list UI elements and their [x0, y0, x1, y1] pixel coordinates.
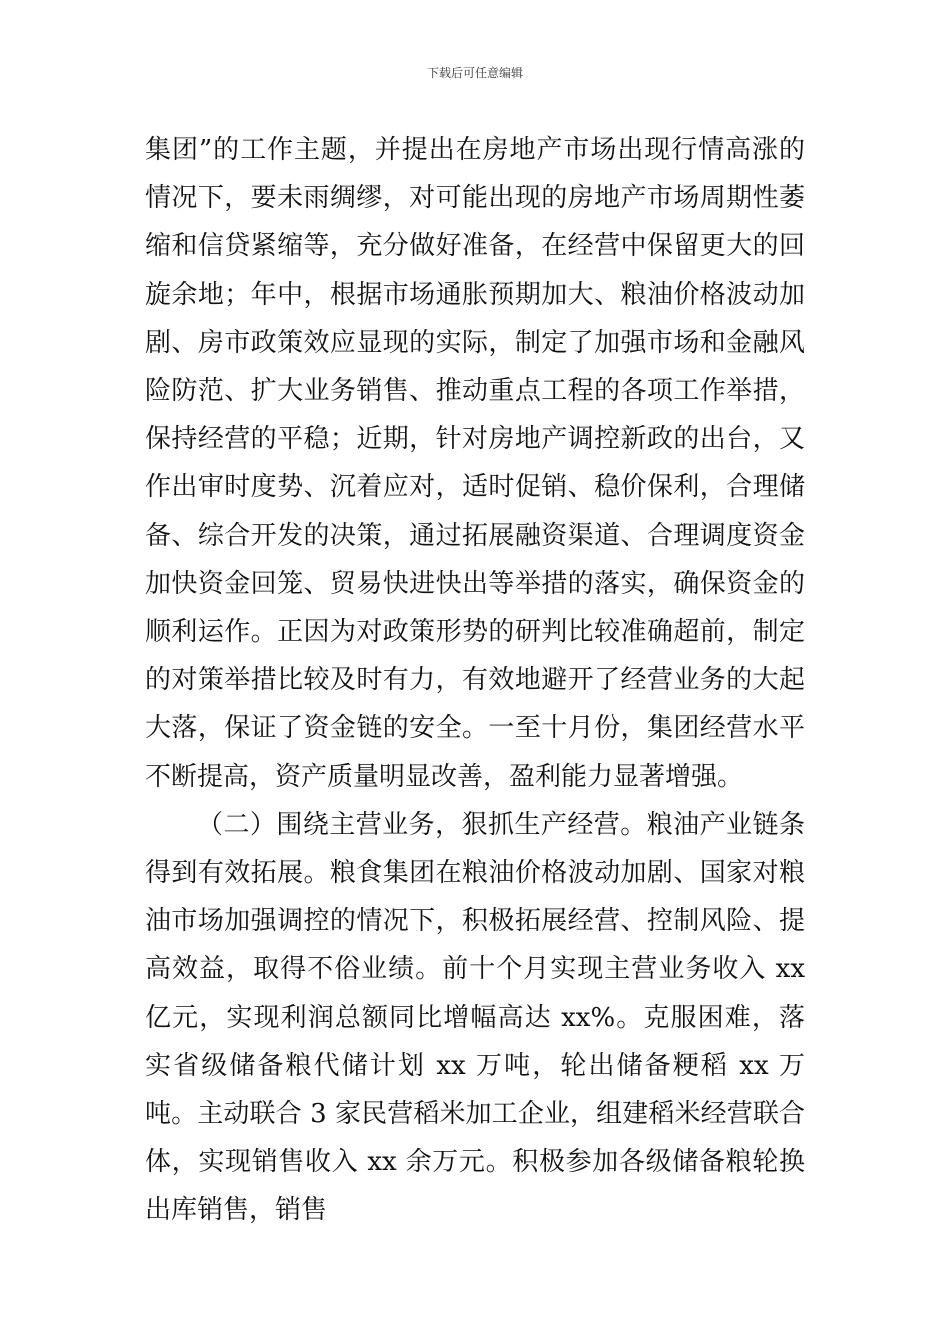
page-header: 下载后可任意编辑 — [426, 66, 523, 80]
paragraph-1: 集团”的工作主题，并提出在房地产市场出现行情高涨的情况下，要未雨绸缪，对可能出现的房地产市场周期性萎缩和信贷紧缩等，充分做好准备，在经营中保留更大的回旋余地；年中，根据市场通胀预期加大、粮油价格波动加剧、房市政策效应显现的实际，制定了加强市场和金融风险防范、扩大业务销售、推动重点工程的各项工作举措，保持经营的平稳；近期，针对房地产调控新政的出台，又作出审时度势、沉着应对，适时促销、稳价保利，合理储备、综合开发的决策，通过拓展融资渠道、合理调度资金加快资金回笼、贸易快进快出等举措的落实，确保资金的顺利运作。正因为对政策形势的研判比较准确超前，制定的对策举措比较及时有力，有效地避开了经营业务的大起大落，保证了资金链的安全。一至十月份，集团经营水平不断提高，资产质量明显改善，盈利能力显著增强。 — [145, 135, 805, 792]
document-body — [145, 126, 805, 1235]
paragraph-2: （二）围绕主营业务，狠抓生产经营。粮油产业链条得到有效拓展。粮食集团在粮油价格波动加剧、国家对粮油市场加强调控的情况下，积极拓展经营、控制风险、提高效益，取得不俗业绩。前十个月实现主营业务收入 xx 亿元，实现利润总额同比增幅高达 xx%。克服困难，落实省级储备粮代储计划 xx 万吨，轮出储备粳稻 xx 万吨。主动联合 3 家民营稻米加工企业，组建稻米经营联合体，实现销售收入 xx 余万元。积极参加各级储备粮轮换出库销售，销售 — [145, 809, 805, 1226]
